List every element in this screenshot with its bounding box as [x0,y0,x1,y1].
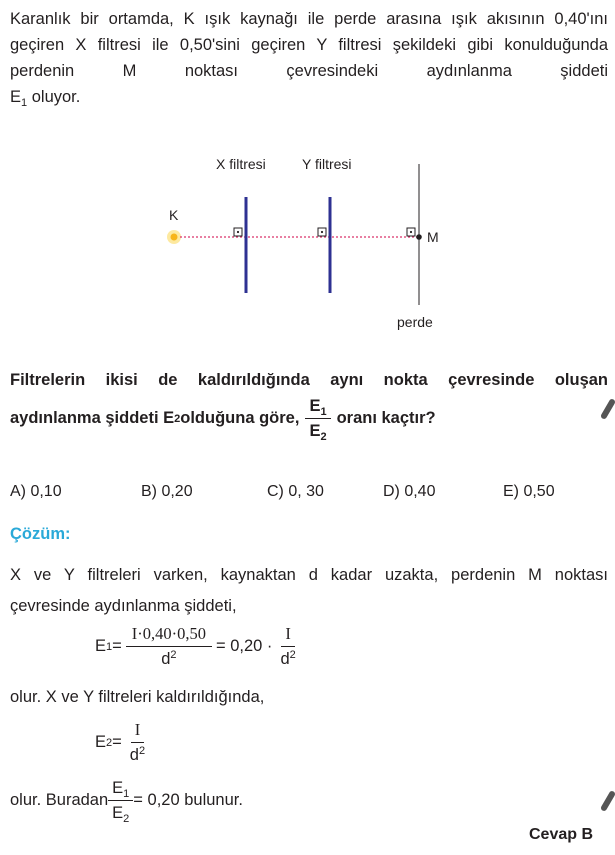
intro-end-text: oluyor. [27,88,81,106]
right-angle-mark [234,228,242,236]
equals-sign: = [112,733,122,751]
solution-line-3: olur. X ve Y filtreleri kaldırıldığında, [10,688,265,706]
choice-c[interactable]: C) 0, 30 [267,483,324,500]
eq2-exponent: 2 [138,744,146,757]
pencil-icon [600,790,615,812]
conclusion-num-sub: 1 [123,788,130,800]
choice-d[interactable]: D) 0,40 [383,483,436,500]
question-text: aydınlanma şiddeti E [10,409,175,427]
eq1-fraction [126,626,212,667]
question-line-2: aydınlanma şiddeti E 2 olduğuna göre, $\frac{E_1}{E_2}$ oranı kaçtır? [10,397,436,443]
pencil-icon [600,398,615,420]
conclusion-post: = 0,20 bulunur. [133,791,243,809]
intro-last-line [10,84,608,110]
eq2-numerator: I [131,722,145,743]
eq1-denominator: d [161,649,171,668]
choice-e[interactable]: E) 0,50 [503,483,555,500]
choice-a[interactable]: A) 0,10 [10,483,62,500]
diagram [0,140,615,340]
conclusion-pre: olur. Buradan [10,791,109,809]
fraction-denominator: E [309,421,321,440]
e-subscript: 1 [21,97,28,109]
solution-line-1: X ve Y filtreleri varken, kaynaktan d kadar uzakta, perdenin M noktası [10,566,608,584]
eq1-exponent-2: 2 [289,648,296,661]
equation-2: E 2 = $\frac{I}{d^2}$ [95,722,149,763]
point-m-label: M [427,229,439,245]
solution-line-2: çevresinde aydınlanma şiddeti, [10,597,237,615]
conclusion-denominator: E [112,803,124,822]
choice-b[interactable]: B) 0,20 [141,483,193,500]
point-m [416,234,422,240]
x-filter-label: X filtresi [216,156,266,172]
conclusion-fraction [108,779,133,825]
fraction-numerator: E [309,397,321,415]
intro-line: 0,40'ını geçiren X filtresi ile 0,50'sini geçiren Y filtresi şekildeki gibi [10,10,608,54]
numerator-sub: 1 [320,406,327,418]
light-source [171,234,178,241]
ratio-fraction [305,397,330,443]
solution-line-4 [10,779,243,825]
eq2-fraction [126,722,149,763]
y-filter-label: Y filtresi [302,156,352,172]
equals-sign: = [112,637,122,655]
eq1-numerator-2: I [281,626,295,647]
eq1-denominator-2: d [280,649,290,668]
question-line-1: Filtrelerin ikisi de kaldırıldığında aynı nokta çevresinde oluşan [10,371,608,389]
e1-symbol: E [95,637,107,655]
right-angle-mark [318,228,326,236]
problem-intro [10,6,608,110]
e-symbol: E [10,88,22,106]
denominator-sub: 2 [320,430,327,443]
eq1-numerator: I·0,40·0,50 [126,626,212,647]
question-text-mid: olduğuna göre, [180,409,300,427]
eq1-middle: = 0,20 · [216,637,273,655]
equation-1: E 1 = $\frac{I\cdot 0,40\cdot 0,50}{d^2}$ = 0,20 · $\frac{I}{d^2}$ [95,626,300,667]
e2-symbol: E [95,733,107,751]
eq2-denominator: d [129,745,139,764]
conclusion-numerator: E [112,779,124,797]
intro-line: Karanlık bir ortamda, K ışık kaynağı ile perde arasına ışık akısının [10,10,545,28]
source-label: K [169,207,179,223]
eq1-fraction-2 [276,626,299,667]
solution-heading: Çözüm: [10,525,71,543]
right-angle-mark [407,228,415,236]
intro-line: konulduğunda perdenin M noktası çevresindeki aydınlanma şiddeti [10,36,608,80]
conclusion-den-sub: 2 [123,812,130,825]
answer-label: Cevap B [529,826,594,843]
eq1-exponent: 2 [170,648,177,661]
question-text-end: oranı kaçtır? [336,409,436,427]
screen-label: perde [397,314,433,330]
